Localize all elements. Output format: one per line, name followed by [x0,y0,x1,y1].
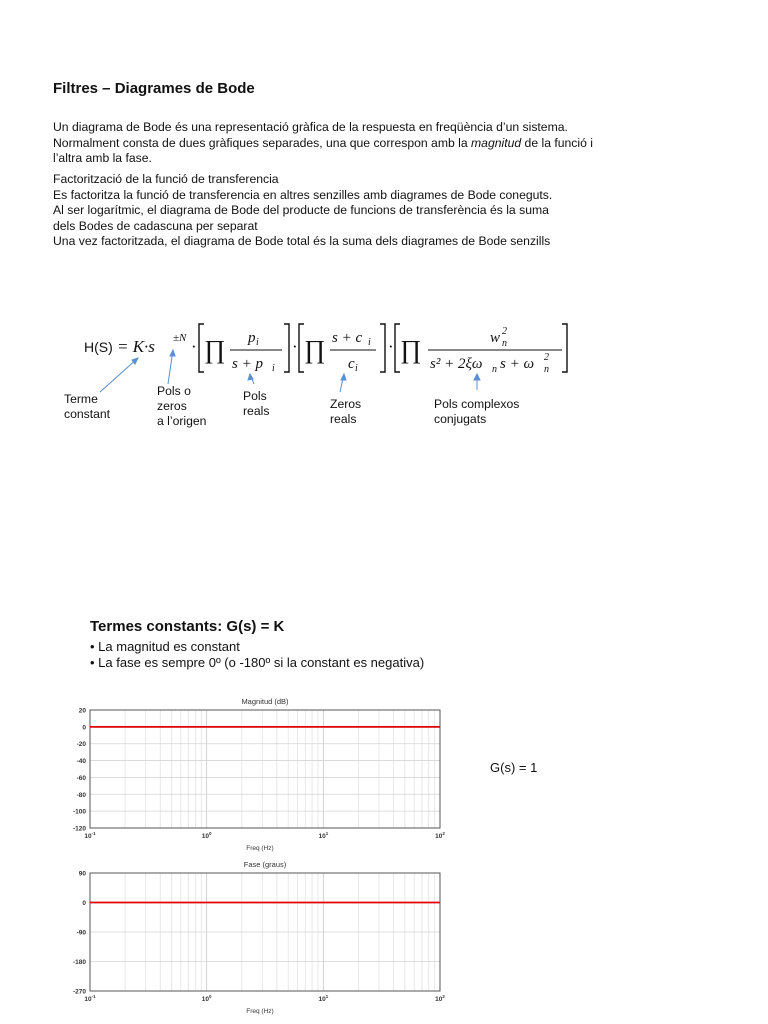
chart-title: Magnitud (dB) [241,697,289,706]
arrow-complex-head [474,374,480,380]
formula-dot-1: · [191,337,197,356]
f2-denominator-sub: i [355,363,358,374]
y-tick-label: 90 [78,870,86,878]
annotation-reals-line-2: reals [243,404,270,418]
f3-denominator: s² + 2ξω [430,356,483,372]
f3-numerator: w [490,330,501,346]
f2-numerator-sub: i [368,337,371,348]
x-axis-label: Freq (Hz) [246,1008,274,1015]
y-tick-label: -40 [76,758,86,766]
gs-label: G(s) = 1 [490,760,538,775]
factor-line-4: dels Bodes de cadascuna per separat [53,218,258,233]
intro-line-2-post: de la funció i [521,135,593,150]
annotation-terme-constant [64,392,110,422]
y-tick-label: 0 [82,900,86,907]
y-tick-label: -90 [76,929,86,937]
f2-numerator: s + c [332,330,363,346]
bullet-magnitud: • La magnitud es constant [90,639,240,654]
arrow-terme [100,358,138,392]
annotation-pols-complexos [434,397,519,427]
y-tick-label: -180 [72,959,86,966]
chart-title: Fase (graus) [243,860,287,869]
f1-numerator: p [248,330,256,346]
f3-denominator-sup: 2 [544,352,549,363]
annotation-pols-origen [157,384,206,429]
factor-line-5: Una vez factoritzada, el diagrama de Bode total és la suma dels diagrames de Bode senzills [53,234,551,248]
annotation-pols-line-3: a l’origen [157,414,207,428]
annotation-terme-line-1: Terme [64,392,98,406]
y-tick-label: -270 [72,988,86,996]
phase-chart [52,853,462,1024]
f3-numerator-sub: n [502,338,507,349]
product-symbol-1: ∏ [204,335,226,364]
annotation-zeros-line-2: reals [330,412,357,426]
y-tick-label: 20 [78,707,86,715]
annotation-terme-line-2: constant [64,407,111,421]
f3-numerator-sup: 2 [502,326,507,337]
annotation-complex-line-2: conjugats [434,412,487,426]
annotation-reals-line-1: Pols [243,389,267,403]
factor-paragraph [53,172,552,250]
f3-denominator-sub2: n [544,364,549,375]
arrow-pols-reals-head [248,374,253,380]
magnitude-chart [52,686,462,856]
formula-exp: ±N [173,332,187,344]
f3-denominator-sub: n [492,364,497,375]
f1-numerator-sub: i [256,337,259,348]
f1-denominator: s + p [232,356,263,372]
product-symbol-3: ∏ [400,335,422,364]
x-axis-label: Freq (Hz) [246,845,274,852]
f1-denominator-sub: i [272,363,275,374]
factor-line-1: Factorització de la funció de transferencia [53,172,279,186]
bracket-right-2 [380,324,385,372]
f3-denominator-post: s + ω [500,356,535,372]
annotation-pols-reals [243,389,269,419]
formula-dot-2: · [292,337,298,356]
x-tick-label: $10^0$ [201,994,212,1003]
y-tick-label: -60 [76,774,86,782]
bracket-right-3 [562,324,567,372]
x-tick-label: $10^{-1}$ [84,994,96,1003]
x-tick-label: $10^2$ [435,994,445,1003]
y-tick-label: -20 [76,741,86,749]
y-tick-label: -80 [76,791,86,799]
y-tick-label: -120 [72,825,86,833]
section-title: Termes constants: G(s) = K [90,618,285,635]
f2-denominator: c [348,356,355,372]
annotation-zeros-reals [330,397,361,427]
factor-line-2: Es factoritza la funció de transferencia en altres senzilles amb diagrames de Bode coneguts. [53,187,553,202]
annotation-pols-line-2: zeros [157,399,187,413]
annotation-zeros-line-1: Zeros [330,397,362,411]
annotation-complex-line-1: Pols complexos [434,397,520,411]
arrow-pols-origen-head [170,350,175,356]
formula-hs: H(S) [84,339,113,355]
intro-line-2-pre: Normalment consta de dues gràfiques separades, una que correspon amb la [53,135,472,150]
bracket-right-1 [284,324,289,372]
intro-line-2 [53,136,593,152]
y-tick-label: 0 [82,724,86,732]
x-tick-label: $10^0$ [201,831,212,840]
x-tick-label: $10^1$ [318,831,329,840]
annotation-pols-line-1: Pols o [157,384,191,398]
x-tick-label: $10^{-1}$ [84,831,96,840]
y-tick-label: -100 [72,808,86,816]
formula-dot-3: · [388,337,394,356]
x-tick-label: $10^2$ [435,831,445,840]
factor-line-3: Al ser logarítmic, el diagrama de Bode del producte de funcions de transferència és la suma [53,203,549,217]
intro-line-1: Un diagrama de Bode és una representació gràfica de la respuesta en freqüència d’un sistema. [53,120,568,134]
formula-eq: = K·s [117,337,155,356]
bullet-fase: • La fase es sempre 0º (o -180º si la constant es negativa) [90,655,425,670]
product-symbol-2: ∏ [304,335,326,364]
page-title: Filtres – Diagrames de Bode [53,80,255,97]
intro-paragraph [53,120,593,167]
x-tick-label: $10^1$ [318,994,329,1003]
intro-line-3: l’altra amb la fase. [53,151,152,165]
arrow-zeros-reals-head [341,374,346,380]
intro-line-2-em: magnitud [471,135,522,150]
